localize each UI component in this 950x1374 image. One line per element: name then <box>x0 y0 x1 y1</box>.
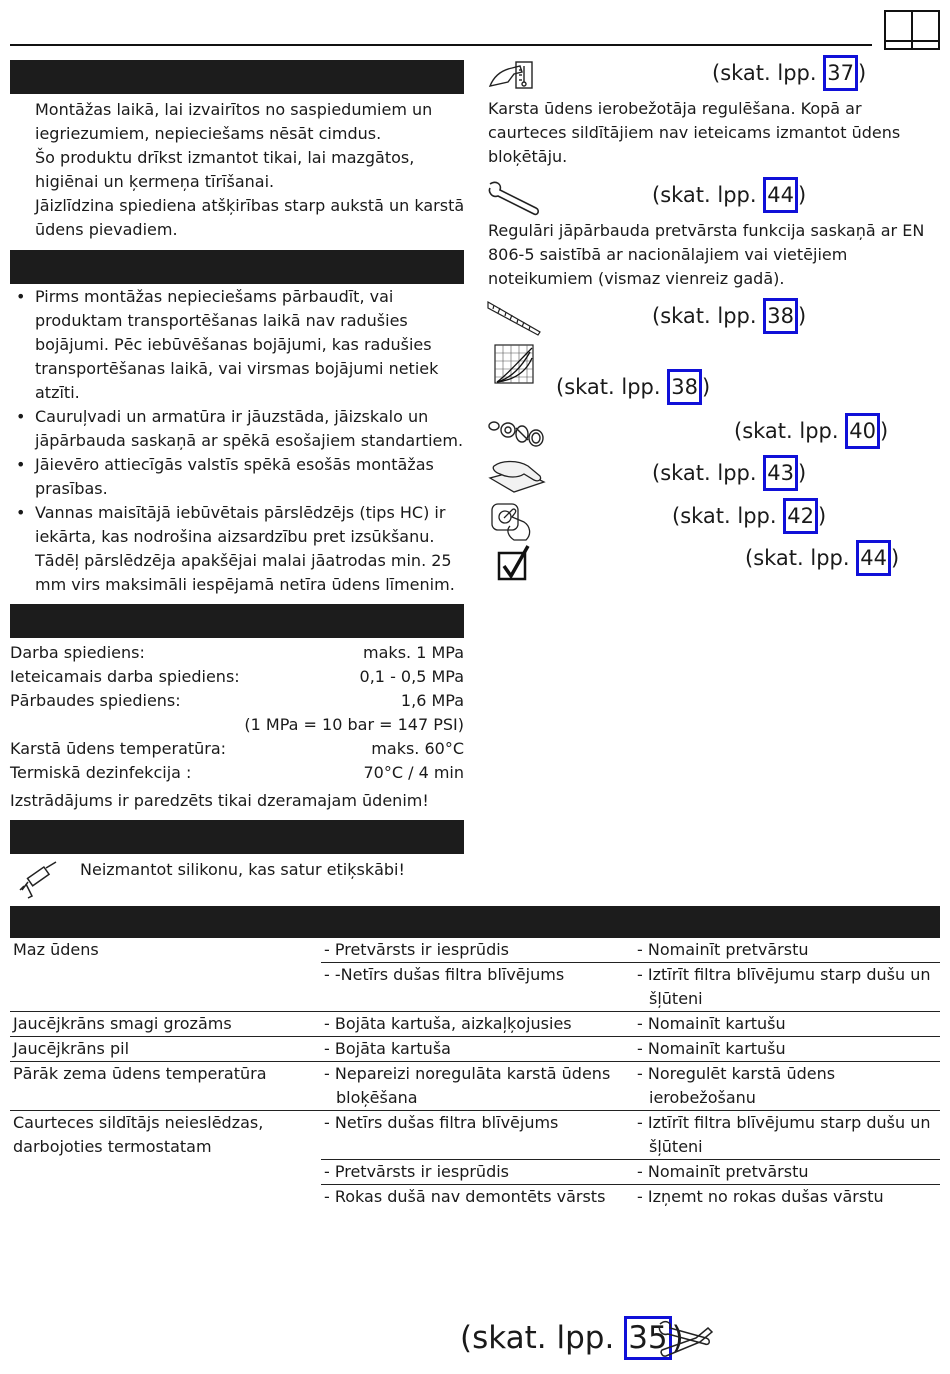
spec-value: 1,6 MPa <box>400 691 464 710</box>
problem-cell <box>10 1185 321 1210</box>
page-ref-prefix: (skat. lpp. <box>460 1320 625 1356</box>
page-ref <box>745 540 899 576</box>
cause-cell: - Netīrs dušas filtra blīvējums <box>324 1113 559 1132</box>
tools-icon <box>656 1316 714 1358</box>
page-ref <box>734 413 888 449</box>
list-item: • Vannas maisītājā iebūvētais pārslēdzējs (tips HC) ir iekārta, kas nodrošina aizsardzību pret izsūkšanu. Tādēļ pārslēdzēja apakšējai malai jāatrodas min. 25 mm virs maksimāli iespējamā netīra ūdens līmenim. <box>10 501 466 597</box>
safety-line: Montāžas laikā, lai izvairītos no saspiedumiem un iegriezumiem, nepieciešams nēsāt cimdus. <box>35 100 433 143</box>
page-ref-prefix: (skat. lpp. <box>712 61 824 85</box>
page-link-43[interactable]: 43 <box>763 455 798 491</box>
page-ref-suffix: ) <box>857 61 867 85</box>
page-ref-suffix: ) <box>671 1320 684 1356</box>
spec-label: Pārbaudes spiediens: <box>10 691 181 710</box>
page-ref <box>712 55 866 91</box>
page-ref-suffix: ) <box>701 375 711 399</box>
table-row <box>10 1062 940 1111</box>
page-ref <box>672 498 826 534</box>
list-item: • Cauruļvadi un armatūra ir jāuzstāda, jāizskalo un jāpārbauda saskaņā ar spēkā esošajiem standartiem. <box>10 405 466 453</box>
safety-text <box>35 98 465 242</box>
cause-cell: - Pretvārsts ir iesprūdis <box>324 940 509 959</box>
cause-cell: - Nepareizi noregulāta karstā ūdens bloķēšana <box>324 1064 611 1107</box>
cause-cell: - Pretvārsts ir iesprūdis <box>324 1162 509 1181</box>
section-bar-mounting <box>10 250 464 284</box>
table-row <box>10 1012 940 1037</box>
troubleshooting-table <box>10 938 940 1209</box>
silicone-note: Neizmantot silikonu, kas satur etiķskābi! <box>80 860 405 879</box>
footer-page-ref <box>460 1316 684 1360</box>
flow-diagram-icon <box>494 344 534 384</box>
spec-value: 0,1 - 0,5 MPa <box>359 667 464 686</box>
section-bar-safety <box>10 60 464 94</box>
list-item: • Pirms montāžas nepieciešams pārbaudīt, vai produktam transportēšanas laikā nav radušies bojājumi. Pēc iebūvēšanas bojājumi, kas radušies transportēšanas laikā, vai virsmas bojājumi netiek atzīti. <box>10 285 466 405</box>
remedy-cell: - Nomainīt pretvārstu <box>637 1162 809 1181</box>
spec-label: Karstā ūdens temperatūra: <box>10 739 227 758</box>
remedy-cell: - Nomainīt kartušu <box>637 1014 786 1033</box>
cause-cell: - -Netīrs dušas filtra blīvējums <box>324 965 565 984</box>
page-ref-suffix: ) <box>797 183 807 207</box>
page-link-37[interactable]: 37 <box>823 55 858 91</box>
page-ref-prefix: (skat. lpp. <box>734 419 846 443</box>
page-ref <box>652 455 806 491</box>
silicone-gun-icon <box>16 860 60 900</box>
problem-cell: Jaucējkrāns smagi grozāms <box>10 1012 321 1037</box>
page-ref-suffix: ) <box>797 461 807 485</box>
page-ref-prefix: (skat. lpp. <box>672 504 784 528</box>
cause-cell: - Bojāta kartuša, aizkaļķojusies <box>324 1014 572 1033</box>
parts-icon <box>486 416 546 452</box>
mounting-list <box>10 285 466 597</box>
remedy-cell: - Izņemt no rokas dušas vārstu <box>637 1187 884 1206</box>
problem-cell: Maz ūdens <box>13 940 99 959</box>
table-row <box>10 938 940 963</box>
ruler-icon <box>486 300 542 336</box>
spec-value: maks. 1 MPa <box>363 643 464 662</box>
list-item: • Jāievēro attiecīgās valstīs spēkā esošās montāžas prasības. <box>10 453 466 501</box>
page-link-38[interactable]: 38 <box>667 369 702 405</box>
header-rule <box>10 44 872 46</box>
page-ref-prefix: (skat. lpp. <box>556 375 668 399</box>
cause-cell: - Bojāta kartuša <box>324 1039 451 1058</box>
remedy-cell: - Nomainīt kartušu <box>637 1039 786 1058</box>
problem-cell: Jaucējkrāns pil <box>10 1037 321 1062</box>
page-ref-prefix: (skat. lpp. <box>745 546 857 570</box>
table-row <box>10 1185 940 1210</box>
page-ref-prefix: (skat. lpp. <box>652 461 764 485</box>
section-bar-silicone <box>10 820 464 854</box>
spec-value: (1 MPa = 10 bar = 147 PSI) <box>244 715 464 734</box>
page-link-38[interactable]: 38 <box>763 298 798 334</box>
remedy-cell: - Nomainīt pretvārstu <box>637 940 809 959</box>
section-bar-troubleshooting <box>10 906 940 938</box>
book-icon <box>884 10 940 50</box>
problem-cell <box>10 963 321 1012</box>
valve-text: Regulāri jāpārbauda pretvārsta funkcija saskaņā ar EN 806-5 saistībā ar nacionālajiem vai vietējiem noteikumiem (vismaz vienreiz gadā). <box>488 221 925 288</box>
spec-label: Ieteicamais darba spiediens: <box>10 667 240 686</box>
page-link-42[interactable]: 42 <box>783 498 818 534</box>
table-row <box>10 1111 940 1160</box>
page-ref-prefix: (skat. lpp. <box>652 304 764 328</box>
problem-cell: Caurteces sildītājs neieslēdzas, darbojoties termostatam <box>13 1113 264 1156</box>
problem-cell <box>10 1160 321 1185</box>
cause-cell: - Rokas dušā nav demontēts vārsts <box>324 1187 606 1206</box>
checkbox-icon <box>496 544 532 582</box>
table-row <box>10 963 940 1012</box>
hot-limiter-text: Karsta ūdens ierobežotāja regulēšana. Kopā ar caurteces sildītājiem nav ieteicams izmantot ūdens bloķētāju. <box>488 99 901 166</box>
page-link-35[interactable]: 35 <box>624 1316 671 1360</box>
remedy-cell: - Noregulēt karstā ūdens ierobežošanu <box>637 1064 836 1107</box>
page-ref-suffix: ) <box>797 304 807 328</box>
page-ref-prefix: (skat. lpp. <box>652 183 764 207</box>
page-link-44[interactable]: 44 <box>763 177 798 213</box>
page-link-40[interactable]: 40 <box>845 413 880 449</box>
spec-label: Darba spiediens: <box>10 643 145 662</box>
hand-button-icon <box>490 500 538 542</box>
remedy-cell: - Iztīrīt filtra blīvējumu starp dušu un šļūteni <box>637 965 931 1008</box>
remedy-cell: - Iztīrīt filtra blīvējumu starp dušu un šļūteni <box>637 1113 931 1156</box>
spec-value: 70°C / 4 min <box>363 763 464 782</box>
problem-cell: Pārāk zema ūdens temperatūra <box>10 1062 321 1111</box>
spec-value: maks. 60°C <box>371 739 464 758</box>
page-ref-suffix: ) <box>890 546 900 570</box>
hand-cleaning-icon <box>488 456 546 496</box>
spec-label: Termiskā dezinfekcija : <box>10 763 192 782</box>
table-row <box>10 1037 940 1062</box>
page-ref-suffix: ) <box>817 504 827 528</box>
page-ref-suffix: ) <box>879 419 889 443</box>
page-ref <box>652 177 806 213</box>
page-ref <box>652 298 806 334</box>
page-link-44[interactable]: 44 <box>856 540 891 576</box>
section-bar-specs <box>10 604 464 638</box>
table-row <box>10 1160 940 1185</box>
thermometer-hand-icon <box>488 56 538 96</box>
safety-line: Jāizlīdzina spiediena atšķirības starp aukstā un karstā ūdens pievadiem. <box>35 196 465 239</box>
page-ref <box>556 369 710 405</box>
wrench-icon <box>486 178 544 218</box>
safety-line: Šo produktu drīkst izmantot tikai, lai mazgātos, higiēnai un ķermeņa tīrīšanai. <box>35 148 415 191</box>
drinking-water-note: Izstrādājums ir paredzēts tikai dzeramajam ūdenim! <box>10 791 429 810</box>
